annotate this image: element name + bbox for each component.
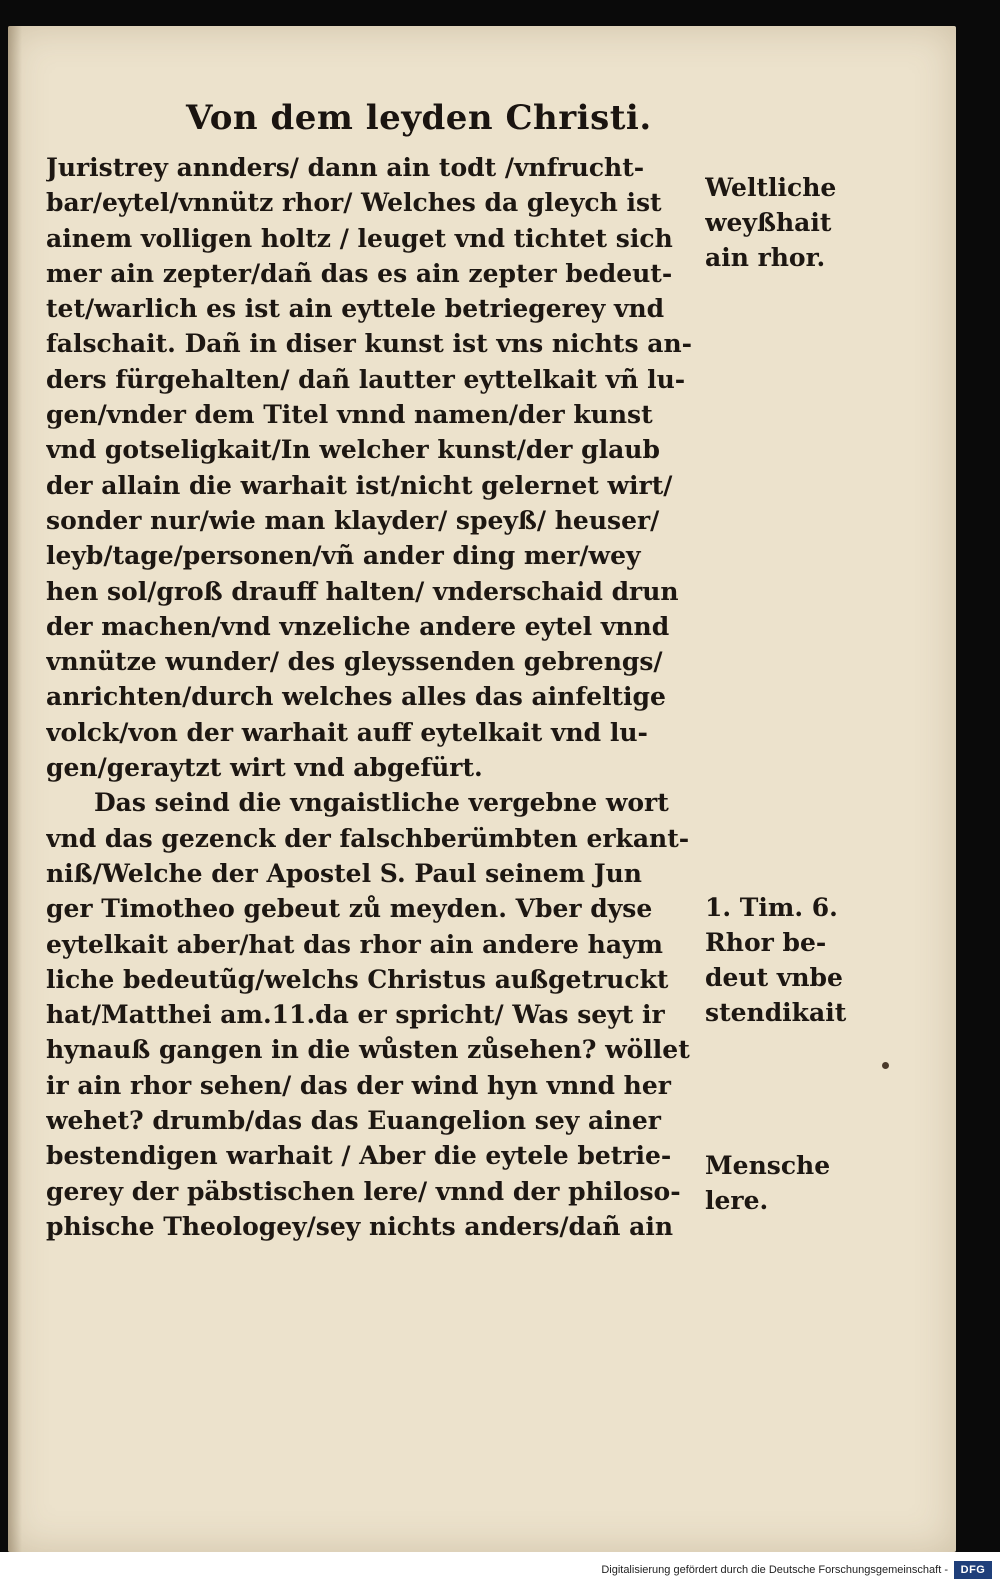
text-line: ir ain rhor sehen/ das der wind hyn vnnd her: [46, 1070, 671, 1100]
text-line: bestendigen warhait / Aber die eytele betrie-: [46, 1141, 672, 1171]
text-line: gerey der päbstischen lere/ vnnd der philoso-: [46, 1176, 681, 1206]
text-line: wehet? drumb/das das Euangelion sey ainer: [46, 1106, 661, 1136]
paragraph-start-line: Das seind die vngaistliche vergebne wort: [94, 788, 669, 818]
margin-note-line: deut vnbe: [705, 963, 843, 992]
margin-note-worldly-wisdom: [705, 170, 855, 275]
text-line: der allain die warhait ist/nicht gelernet wirt/: [46, 470, 673, 500]
text-line: volck/von der warhait auff eytelkait vnd lu-: [46, 717, 648, 747]
dfg-logo-icon: DFG: [954, 1561, 992, 1579]
footer-bar: [0, 1552, 1000, 1588]
margin-note-line: ain rhor.: [705, 243, 826, 272]
text-line: hynauß gangen in die wůsten zůsehen? wöllet: [46, 1035, 690, 1065]
text-line: Juristrey annders/ dann ain todt /vnfrucht-: [46, 153, 645, 182]
margin-note-line: Weltliche: [705, 173, 837, 202]
text-line: ainem volligen holtz / leuget vnd tichtet sich: [46, 223, 673, 253]
text-line: bar/eytel/vnnütz rhor/ Welches da gleych ist: [46, 188, 662, 218]
text-line: mer ain zepter/dañ das es ain zepter bedeut-: [46, 258, 673, 288]
main-text-block: [46, 150, 706, 1244]
text-line: vnd gotseligkait/In welcher kunst/der glaub: [46, 435, 660, 465]
text-line: ger Timotheo gebeut zů meyden. Vber dyse: [46, 894, 653, 924]
margin-note-timothy: [705, 890, 855, 1030]
text-line: sonder nur/wie man klayder/ speyß/ heuser/: [46, 505, 660, 535]
margin-note-human-teaching: [705, 1148, 855, 1218]
text-line: falschait. Dañ in diser kunst ist vns nichts an-: [46, 329, 692, 359]
text-line: niß/Welche der Apostel S. Paul seinem Jun: [46, 858, 642, 888]
ink-speck: [882, 1062, 889, 1069]
text-line: vnd das gezenck der falschberümbten erkant-: [46, 823, 690, 853]
text-line: gen/geraytzt wirt vnd abgefürt.: [46, 753, 483, 783]
text-line: der machen/vnd vnzeliche andere eytel vnnd: [46, 611, 670, 641]
margin-note-line: Rhor be-: [705, 928, 827, 957]
text-line: gen/vnder dem Titel vnnd namen/der kunst: [46, 400, 653, 430]
text-line: hat/Matthei am.11.da er spricht/ Was seyt ir: [46, 1000, 665, 1030]
text-line: ders fürgehalten/ dañ lautter eyttelkait vñ lu-: [46, 364, 686, 394]
text-line: leyb/tage/personen/vñ ander ding mer/wey: [46, 541, 641, 571]
text-line: tet/warlich es ist ain eyttele betriegerey vnd: [46, 294, 665, 324]
funding-credit: Digitalisierung gefördert durch die Deutsche Forschungsgemeinschaft -: [601, 1564, 948, 1576]
margin-note-line: lere.: [705, 1186, 769, 1215]
text-line: eytelkait aber/hat das rhor ain andere haym: [46, 929, 663, 959]
text-line: anrichten/durch welches alles das ainfeltige: [46, 682, 666, 712]
page-heading: Von dem leyden Christi.: [186, 98, 652, 138]
text-line: vnnütze wunder/ des gleyssenden gebrengs/: [46, 647, 663, 677]
text-line: phische Theologey/sey nichts anders/dañ ain: [46, 1211, 673, 1241]
text-line: liche bedeutũg/welchs Christus außgetruckt: [46, 964, 669, 994]
margin-note-line: stendikait: [705, 998, 847, 1027]
margin-note-line: 1. Tim. 6.: [705, 893, 838, 922]
text-line: hen sol/groß drauff halten/ vnderschaid drun: [46, 576, 679, 606]
page-gutter-shadow: [8, 26, 22, 1552]
margin-note-line: weyßhait: [705, 208, 832, 237]
margin-note-line: Mensche: [705, 1151, 831, 1180]
